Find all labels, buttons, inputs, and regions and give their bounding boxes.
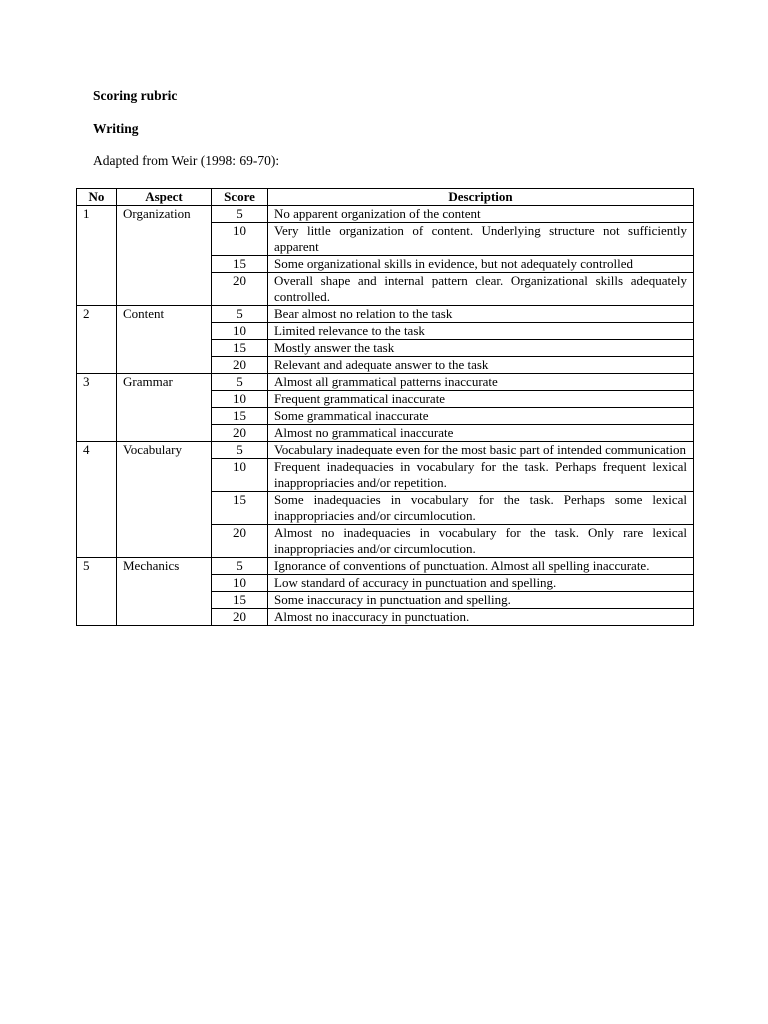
- row-description: Almost no inaccuracy in punctuation.: [268, 609, 694, 626]
- row-score: 15: [212, 256, 268, 273]
- row-score: 10: [212, 575, 268, 592]
- row-score: 10: [212, 459, 268, 492]
- row-score: 5: [212, 306, 268, 323]
- row-score: 20: [212, 525, 268, 558]
- row-description: Overall shape and internal pattern clear. Organizational skills adequately controlled.: [268, 273, 694, 306]
- row-score: 10: [212, 391, 268, 408]
- table-row: [77, 442, 694, 459]
- table-row: [77, 206, 694, 223]
- row-score: 15: [212, 592, 268, 609]
- column-header-score: Score: [212, 189, 268, 206]
- row-description: Frequent grammatical inaccurate: [268, 391, 694, 408]
- row-description: Almost no inadequacies in vocabulary for the task. Only rare lexical inappropriacies and/or circumlocution.: [268, 525, 694, 558]
- row-description: Almost no grammatical inaccurate: [268, 425, 694, 442]
- group-aspect: Grammar: [117, 374, 212, 442]
- group-number: 3: [77, 374, 117, 442]
- table-row: [77, 558, 694, 575]
- row-score: 20: [212, 273, 268, 306]
- row-description: Very little organization of content. Underlying structure not sufficiently apparent: [268, 223, 694, 256]
- row-score: 15: [212, 340, 268, 357]
- row-description: Ignorance of conventions of punctuation. Almost all spelling inaccurate.: [268, 558, 694, 575]
- row-description: Almost all grammatical patterns inaccurate: [268, 374, 694, 391]
- scoring-rubric-table: [76, 188, 694, 626]
- row-description: Low standard of accuracy in punctuation and spelling.: [268, 575, 694, 592]
- row-score: 5: [212, 558, 268, 575]
- row-score: 15: [212, 492, 268, 525]
- group-aspect: Mechanics: [117, 558, 212, 626]
- row-score: 10: [212, 223, 268, 256]
- group-aspect: Content: [117, 306, 212, 374]
- row-description: Vocabulary inadequate even for the most basic part of intended communication: [268, 442, 694, 459]
- source-citation: Adapted from Weir (1998: 69-70):: [93, 153, 280, 168]
- row-description: Mostly answer the task: [268, 340, 694, 357]
- row-score: 5: [212, 442, 268, 459]
- row-score: 5: [212, 206, 268, 223]
- group-number: 5: [77, 558, 117, 626]
- row-description: Some inaccuracy in punctuation and spelling.: [268, 592, 694, 609]
- group-number: 2: [77, 306, 117, 374]
- row-description: Some grammatical inaccurate: [268, 408, 694, 425]
- document-subtitle: Writing: [93, 121, 139, 136]
- table-row: [77, 306, 694, 323]
- table-row: [77, 374, 694, 391]
- row-score: 5: [212, 374, 268, 391]
- column-header-description: Description: [268, 189, 694, 206]
- row-score: 15: [212, 408, 268, 425]
- group-number: 4: [77, 442, 117, 558]
- row-description: Some inadequacies in vocabulary for the task. Perhaps some lexical inappropriacies and/or circumlocution.: [268, 492, 694, 525]
- row-score: 10: [212, 323, 268, 340]
- row-score: 20: [212, 609, 268, 626]
- column-header-aspect: Aspect: [117, 189, 212, 206]
- row-description: No apparent organization of the content: [268, 206, 694, 223]
- row-description: Limited relevance to the task: [268, 323, 694, 340]
- table-body: [77, 206, 694, 626]
- row-description: Some organizational skills in evidence, but not adequately controlled: [268, 256, 694, 273]
- group-number: 1: [77, 206, 117, 306]
- row-description: Bear almost no relation to the task: [268, 306, 694, 323]
- row-score: 20: [212, 357, 268, 374]
- row-score: 20: [212, 425, 268, 442]
- group-aspect: Organization: [117, 206, 212, 306]
- group-aspect: Vocabulary: [117, 442, 212, 558]
- table-header-row: [77, 189, 694, 206]
- document-title: Scoring rubric: [93, 88, 178, 103]
- row-description: Frequent inadequacies in vocabulary for the task. Perhaps frequent lexical inappropriacies and/or repetition.: [268, 459, 694, 492]
- column-header-no: No: [77, 189, 117, 206]
- row-description: Relevant and adequate answer to the task: [268, 357, 694, 374]
